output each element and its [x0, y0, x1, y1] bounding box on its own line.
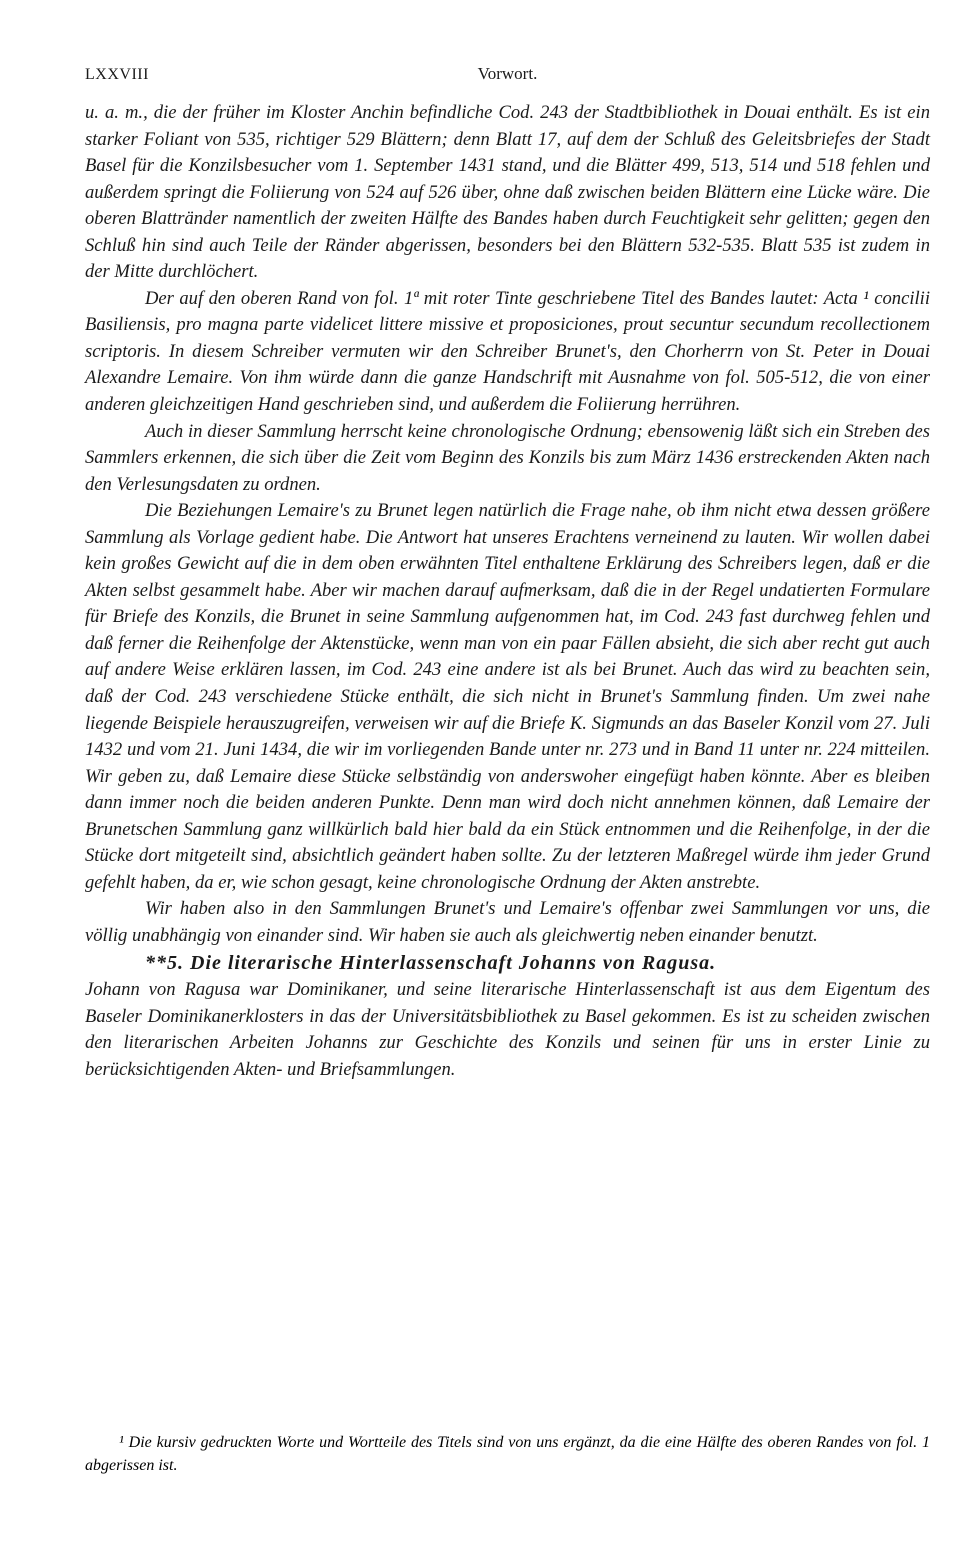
paragraph-5: Wir haben also in den Sammlungen Brunet's und Lemaire's offenbar zwei Sammlungen vor uns, die völlig unabhängig von einander sind. Wir haben sie auch als gleichwertig neben einander benutzt.: [85, 898, 930, 946]
running-head: Vorwort.: [477, 64, 538, 83]
section-heading: **5. Die literarische Hinterlassenschaft Johanns von Ragusa.: [145, 951, 717, 974]
footnote-1: ¹ Die kursiv gedruckten Worte und Wortteile des Titels sind von uns ergänzt, da die eine Hälfte des oberen Randes von fol. 1 abgerissen ist.: [85, 1434, 930, 1474]
page-number: LXXVIII: [85, 66, 149, 83]
paragraph-1: u. a. m., die der früher im Kloster Anchin befindliche Cod. 243 der Stadtbibliothek in Douai enthält. Es ist ein starker Foliant von 535, richtiger 529 Blättern; denn Blatt 17, auf dem der Schluß des Geleitsbriefes der Stadt Basel für die Konzilsbesucher vom 1. September 1431 stand, und die Blätter 499, 513, 514 und 518 fehlen und außerdem springt die Foliierung von 524 auf 526 über, ohne daß zwischen beiden Blättern eine Lücke wäre. Die oberen Blattränder namentlich der zweiten Hälfte des Bandes haben durch Feuchtigkeit sehr gelitten; gegen den Schluß hin sind auch Teile der Ränder abgerissen, besonders bei den Blättern 532-535. Blatt 535 ist zudem in der Mitte durchlöchert.: [85, 102, 930, 283]
footnotes: [85, 1431, 930, 1477]
section-text: Johann von Ragusa war Dominikaner, und seine literarische Hinterlassenschaft ist aus dem Eigentum des Baseler Dominikanerklosters in das der Universitätsbibliothek zu Basel gekommen. Es ist zu scheiden zwischen den literarischen Arbeiten Johanns zur Geschichte des Konzils und seinen für uns in erster Linie zu berücksichtigenden Akten- und Briefsammlungen.: [85, 979, 930, 1080]
paragraph-2: Der auf den oberen Rand von fol. 1ª mit roter Tinte geschriebene Titel des Bandes lautet: Acta ¹ concilii Basiliensis, pro magna parte videlicet littere missive et proposiciones, prout secuntur secundum recollectionem scriptoris. In diesem Schreiber vermuten wir den Schreiber Brunet's, den Chorherrn von St. Peter in Douai Alexandre Lemaire. Von ihm würde dann die ganze Handschrift mit Ausnahme von fol. 505-512, die von einer anderen gleichzeitigen Hand geschrieben sind, und außerdem die Foliierung herrühren.: [85, 287, 930, 416]
paragraph-3: Auch in dieser Sammlung herrscht keine chronologische Ordnung; ebensowenig läßt sich ein Streben des Sammlers erkennen, die sich über die Zeit vom Beginn des Konzils bis zum März 1436 erstreckenden Akten nach den Verlesungsdaten zu ordnen.: [85, 420, 930, 495]
paragraph-4: Die Beziehungen Lemaire's zu Brunet legen natürlich die Frage nahe, ob ihm nicht etwa dessen größere Sammlung als Vorlage gedient habe. Die Antwort hat unseres Erachtens verneinend zu lauten. Wir wollen dabei kein großes Gewicht auf die in dem oben erwähnten Titel enthaltene Erklärung des Schreibers legen, daß er die Akten selbst gesammelt habe. Aber wir machen darauf aufmerksam, daß die in der Regel undatierten Formulare für Briefe des Konzils, die Brunet in seine Sammlung aufgenommen hat, im Cod. 243 fast durchweg fehlen und daß ferner die Reihenfolge der Aktenstücke, wenn man von ein paar Fällen absieht, die sich aber recht gut auch auf andere Weise erklären lassen, im Cod. 243 eine andere ist als bei Brunet. Auch das wird zu beachten sein, daß der Cod. 243 verschiedene Stücke enthält, die sich nicht in Brunet's Sammlung finden. Um zwei nahe liegende Beispiele herauszugreifen, verweisen wir auf die Briefe K. Sigmunds an das Baseler Konzil vom 27. Juli 1432 und vom 21. Juni 1434, die wir im vorliegenden Bande unter nr. 273 und in Band 11 unter nr. 224 mitteilen. Wir geben zu, daß Lemaire diese Stücke selbständig von anderswoher eingefügt haben könnte. Aber es bleiben dann immer noch die beiden anderen Punkte. Denn man wird doch nicht annehmen können, daß Lemaire der Brunetschen Sammlung ganz willkürlich bald hier bald da ein Stück entnommen und die Reihenfolge, in der die Stücke dort mitgeteilt sind, absichtlich geändert haben sollte. Zu der letzteren Maßregel würde ihm jeder Grund gefehlt haben, da er, wie schon gesagt, keine chronologische Ordnung der Akten anstrebte.: [85, 500, 930, 893]
section-heading-line: [85, 950, 930, 978]
page-header: [85, 60, 930, 100]
page: [85, 60, 930, 1083]
